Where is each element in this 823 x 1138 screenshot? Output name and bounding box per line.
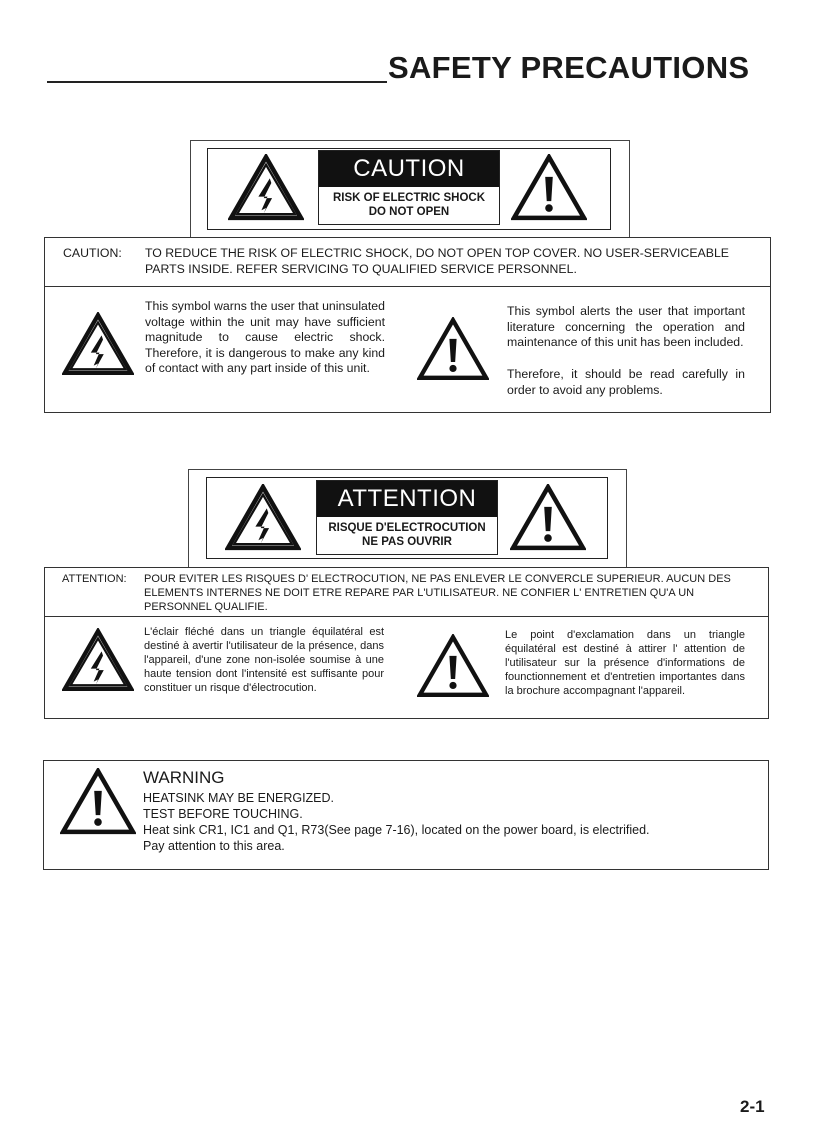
- caution-line-1: RISK OF ELECTRIC SHOCK: [332, 192, 486, 204]
- attention-divider: [44, 616, 769, 617]
- exclamation-triangle-icon: [417, 634, 489, 698]
- warning-line-2: TEST BEFORE TOUCHING.: [143, 807, 303, 821]
- page-title: SAFETY PRECAUTIONS: [388, 50, 750, 85]
- lightning-triangle-icon: [62, 628, 134, 692]
- warning-line-3: Heat sink CR1, IC1 and Q1, R73(See page 7-16), located on the power board, is electrified.: [143, 823, 650, 837]
- exclamation-triangle-icon: [510, 484, 586, 551]
- attention-notice-text: POUR EVITER LES RISQUES D' ELECTROCUTION, NE PAS ENLEVER LE CONVERCLE SUPERIEUR. AUCUN DES ELEMENTS INTERNES NE DOIT ETRE REPARE PAR L'UTILISATEUR. NE CONFIER L' ENTRETIEN QU'A UN PERSONNEL QUALIFIE.: [144, 573, 731, 613]
- exclamation-triangle-icon: [60, 768, 136, 835]
- attention-line-2: NE PAS OUVRIR: [362, 536, 452, 548]
- attention-exclamation-text: Le point d'exclamation dans un triangle équilatéral est destiné à attirer l' attention de l'utilisateur sur la présence d'informations de founctionnement et d'entretien importantes dans la brochure accompagnant l'appareil.: [505, 629, 745, 697]
- attention-label: [316, 480, 498, 555]
- page-number: 2-1: [740, 1097, 765, 1116]
- attention-lightning-text: L'éclair fléché dans un triangle équilatéral est destiné à avertir l'utilisateur de la présence, dans l'appareil, d'une zone non-isolée soumise à une haute tension dont l'intensité est suffisante pour constituer un risque d'électrocution.: [144, 626, 384, 694]
- warning-heading: WARNING: [143, 768, 225, 787]
- lightning-triangle-icon: [228, 154, 304, 221]
- caution-divider: [44, 286, 771, 287]
- attention-notice-label: ATTENTION:: [62, 573, 127, 585]
- exclamation-triangle-icon: [417, 317, 489, 381]
- lightning-triangle-icon: [225, 484, 301, 551]
- caution-label: [318, 150, 500, 225]
- caution-heading: CAUTION: [319, 151, 499, 187]
- caution-lightning-text: This symbol warns the user that uninsulated voltage within the unit may have sufficient magnitude to cause electric shock. Therefore, it is dangerous to make any kind of contact with any part inside of this unit.: [145, 299, 385, 376]
- lightning-triangle-icon: [62, 312, 134, 376]
- caution-notice-text: TO REDUCE THE RISK OF ELECTRIC SHOCK, DO NOT OPEN TOP COVER. NO USER-SERVICEABLE PARTS INSIDE. REFER SERVICING TO QUALIFIED SERVICE PERSONNEL.: [145, 246, 729, 276]
- caution-notice-label: CAUTION:: [63, 246, 122, 260]
- exclamation-triangle-icon: [511, 154, 587, 221]
- attention-line-1: RISQUE D'ELECTROCUTION: [328, 522, 486, 534]
- warning-line-1: HEATSINK MAY BE ENERGIZED.: [143, 791, 335, 805]
- caution-exclamation-text-2: Therefore, it should be read carefully in order to avoid any problems.: [507, 367, 745, 397]
- title-rule: [47, 81, 387, 83]
- caution-exclamation-text-1: This symbol alerts the user that important literature concerning the operation and maintenance of this unit has been included.: [507, 304, 745, 350]
- attention-heading: ATTENTION: [317, 481, 497, 517]
- warning-line-4: Pay attention to this area.: [143, 839, 285, 853]
- caution-line-2: DO NOT OPEN: [368, 206, 450, 218]
